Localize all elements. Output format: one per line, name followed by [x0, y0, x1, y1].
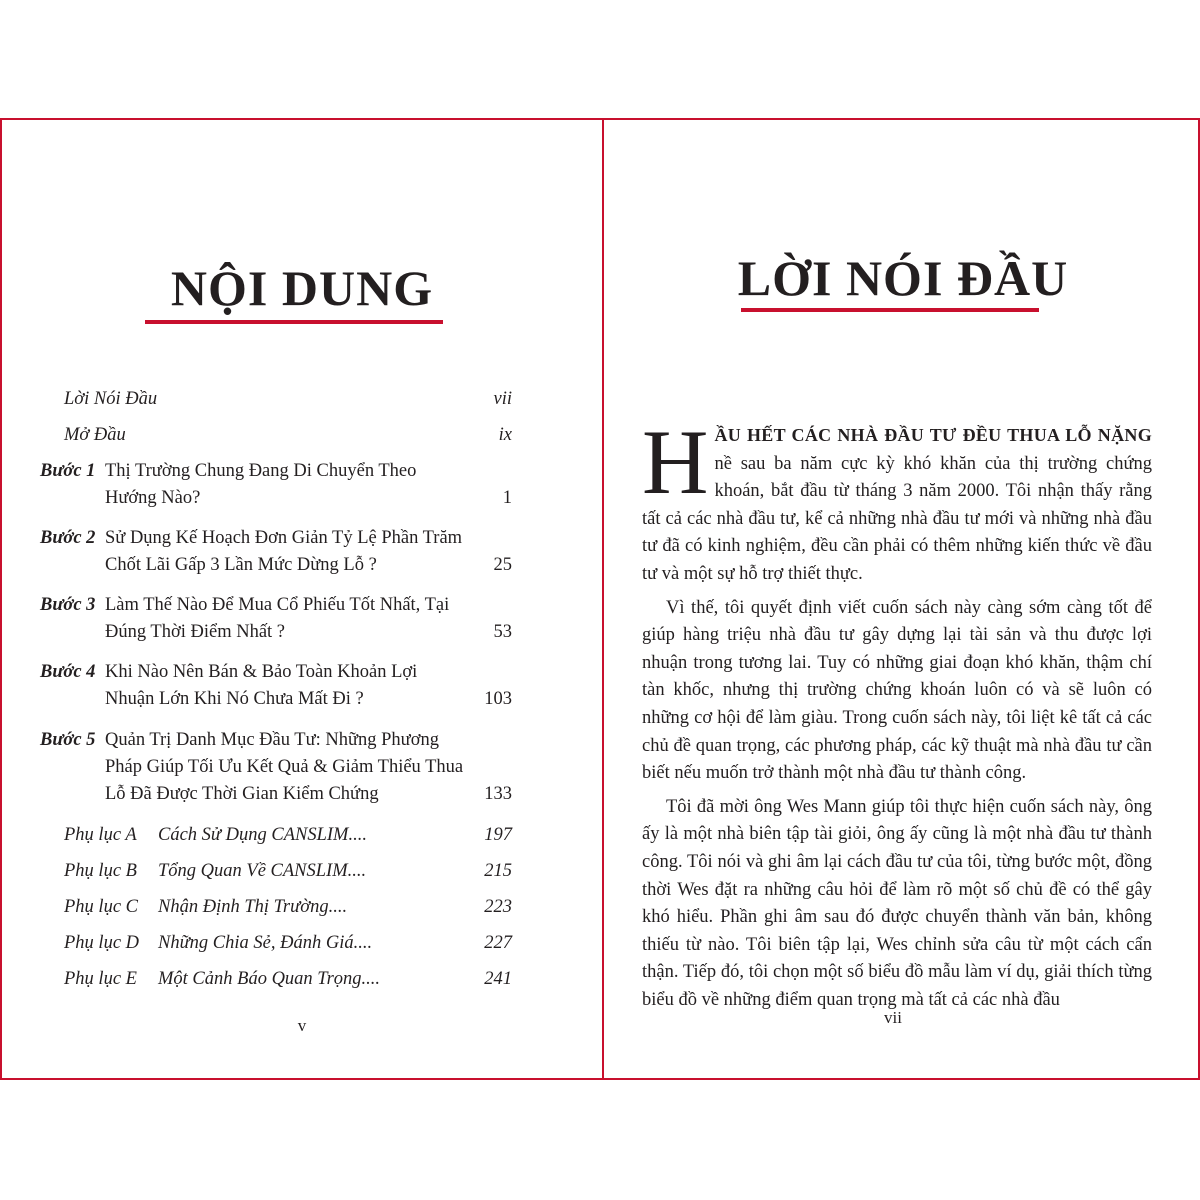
step-title: Làm Thế Nào Để Mua Cổ Phiếu Tốt Nhất, Tại Đúng Thời Điểm Nhất ?	[105, 595, 450, 642]
paragraph: Vì thế, tôi quyết định viết cuốn sách này càng sớm càng tốt để giúp hàng triệu nhà đầu tư gây dựng lại tài sản và thu được lợi nhuận trong tương lai. Tuy có những giai đoạn khó khăn, thậm chí tàn khốc, nhưng thị trường chứng khoán luôn có và sẽ luôn có những cơ hội để làm giàu. Trong cuốn sách này, tôi liệt kê tất cả các chủ đề quan trọng, các phương pháp, các kỹ thuật mà nhà đầu tư cần biết nếu muốn trở thành một nhà đầu tư thành công.	[642, 597, 1152, 784]
page-number: vii	[884, 1008, 902, 1027]
title-underline	[741, 308, 1039, 312]
appendix-page: 215	[484, 861, 512, 881]
drop-cap: H	[642, 411, 709, 513]
toc-step	[2, 592, 602, 646]
step-page: 53	[493, 622, 512, 642]
toc-step	[2, 525, 602, 579]
appendix-title: Tổng Quan Về CANSLIM....	[158, 861, 367, 881]
step-page: 103	[484, 689, 512, 709]
foreword-page	[602, 120, 1200, 1078]
toc-entry-page: vii	[493, 389, 512, 409]
appendix-label: Phụ lục B	[64, 861, 137, 881]
toc-step	[2, 458, 602, 512]
page-number: v	[297, 1016, 307, 1035]
appendix-page: 227	[484, 933, 512, 953]
toc-step	[2, 659, 602, 713]
appendix-title: Những Chia Sẻ, Đánh Giá....	[158, 933, 373, 953]
step-page: 1	[502, 488, 512, 508]
appendix-title: Nhận Định Thị Trường....	[158, 897, 348, 917]
step-title: Khi Nào Nên Bán & Bảo Toàn Khoản Lợi Nhuận Lớn Khi Nó Chưa Mất Đi ?	[105, 662, 418, 709]
appendix-page: 223	[484, 897, 512, 917]
contents-title: NỘI DUNG	[170, 260, 434, 316]
paragraph: Tôi đã mời ông Wes Mann giúp tôi thực hiện cuốn sách này, ông ấy là một nhà biên tập tài giỏi, ông ấy cũng là một nhà đầu tư thành công. Tôi nói và ghi âm lại cách đầu tư của tôi, từng bước một, đồng thời Wes đặt ra những câu hỏi để làm rõ một số chủ đề có thể gây khó hiểu. Phần ghi âm sau đó được chuyển thành văn bản, không thiếu từ nào. Tôi biên tập lại, Wes chỉnh sửa câu từ một cách cẩn thận. Tiếp đó, tôi chọn một số biểu đồ mẫu làm ví dụ, giải thích từng biểu đồ về những điểm quan trọng mà tất cả các nhà đầu	[642, 796, 1152, 1010]
appendix-title: Một Cảnh Báo Quan Trọng....	[158, 969, 381, 989]
appendix-label: Phụ lục E	[64, 969, 137, 989]
step-label: Bước 2	[40, 528, 96, 548]
foreword-title: LỜI NÓI ĐẦU	[737, 250, 1069, 306]
appendix-label: Phụ lục C	[64, 897, 138, 917]
appendix-label: Phụ lục D	[64, 933, 140, 953]
appendix-label: Phụ lục A	[64, 825, 137, 845]
paragraph	[642, 411, 1152, 589]
toc-entry-title: Lời Nói Đầu	[64, 389, 158, 409]
toc-step	[2, 727, 602, 808]
step-page: 25	[493, 555, 512, 575]
step-page: 133	[484, 784, 512, 804]
step-title: Sử Dụng Kế Hoạch Đơn Giản Tỷ Lệ Phần Trăm Chốt Lãi Gấp 3 Lần Mức Dừng Lỗ ?	[105, 528, 463, 575]
table-of-contents	[2, 120, 602, 1078]
step-title: Quản Trị Danh Mục Đầu Tư: Những Phương Pháp Giúp Tối Ưu Kết Quả & Giảm Thiểu Thua Lỗ Đã Được Thời Gian Kiểm Chứng	[105, 730, 464, 804]
appendix-page: 241	[484, 969, 512, 989]
step-label: Bước 5	[40, 730, 96, 750]
step-label: Bước 3	[40, 595, 96, 615]
foreword-body	[642, 411, 1152, 1014]
toc-entry-title: Mở Đầu	[64, 425, 126, 445]
step-label: Bước 4	[40, 662, 96, 682]
step-label: Bước 1	[40, 461, 96, 481]
lead-in-caps: ẦU HẾT CÁC NHÀ ĐẦU TƯ ĐỀU THUA LỖ NẶNG	[714, 425, 1152, 445]
appendix-title: Cách Sử Dụng CANSLIM....	[158, 825, 367, 845]
appendix-page: 197	[484, 825, 512, 845]
paragraph-text: nề sau ba năm cực kỳ khó khăn của thị trường chứng khoán, bắt đầu từ tháng 3 năm 2000. Tôi nhận thấy rằng tất cả các nhà đầu tư, kể cả những nhà đầu tư mới và những nhà đầu tư đã có kinh nghiệm, đều cần phải có thêm những kiến thức về đầu tư và một sự hỗ trợ thiết thực.	[642, 453, 1152, 584]
contents-page	[2, 120, 602, 1078]
step-title: Thị Trường Chung Đang Di Chuyển Theo Hướng Nào?	[105, 461, 417, 508]
toc-entry-page: ix	[498, 425, 512, 445]
book-spread	[0, 118, 1200, 1080]
